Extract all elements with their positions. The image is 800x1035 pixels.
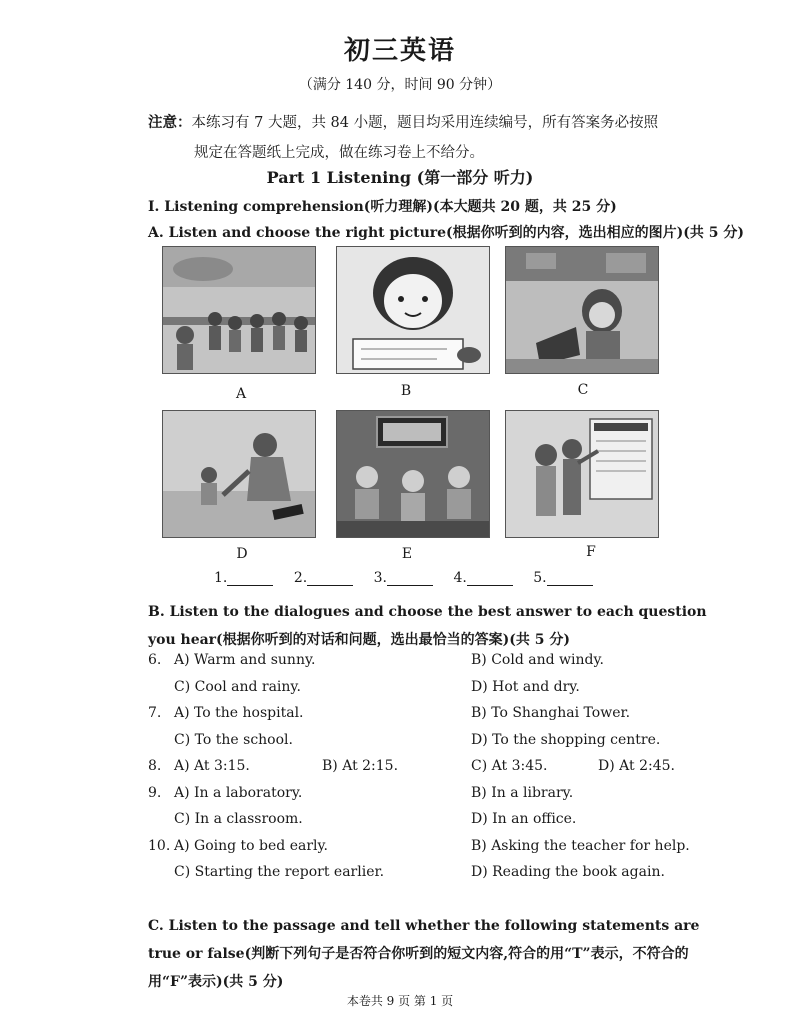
people-watching-screen-picture [336, 410, 490, 538]
question-number: 7. [148, 705, 162, 721]
answer-blanks [214, 570, 609, 586]
people-watching-screen-icon [337, 411, 489, 537]
section-b-title: B. Listen to the dialogues and choose the best answer to each question you hear(根据你听到的对话和问题，选出最恰当的答案)(共 5 分) [148, 604, 707, 648]
page-subtitle: （满分 140 分，时间 90 分钟） [298, 77, 502, 93]
notice-text-2: 规定在答题纸上完成，做在练习卷上不给分。 [194, 145, 484, 161]
option-b: B) Cold and windy. [471, 652, 604, 668]
option-a: A) At 3:15. [174, 758, 250, 774]
picture-label-f: F [586, 544, 596, 560]
notice-block [148, 108, 708, 168]
option-d: D) To the shopping centre. [471, 732, 661, 748]
girl-writing-picture [336, 246, 490, 374]
picture-label-b: B [400, 383, 412, 399]
girl-writing-icon [337, 247, 489, 373]
notice-text-1: 本练习有 7 大题，共 84 小题，题目均采用连续编号，所有答案务必按照 [191, 115, 659, 131]
option-a: A) To the hospital. [174, 705, 304, 721]
answer-blank-3[interactable]: 3. [374, 570, 433, 586]
notice-label: 注意： [148, 114, 192, 131]
option-b: B) Asking the teacher for help. [471, 838, 690, 854]
woman-laptop-icon [506, 247, 658, 373]
group-crowd-picture [162, 246, 316, 374]
option-a: A) Going to bed early. [174, 838, 329, 854]
option-c: C) Cool and rainy. [174, 679, 301, 695]
picture-label-e: E [401, 546, 413, 562]
option-c: C) In a classroom. [174, 811, 303, 827]
option-d: D) Reading the book again. [471, 864, 665, 880]
option-d: D) Hot and dry. [471, 679, 580, 695]
option-d: D) In an office. [471, 811, 577, 827]
option-a: A) Warm and sunny. [174, 652, 316, 668]
page-footer: 本卷共 9 页 第 1 页 [346, 994, 454, 1008]
option-d: D) At 2:45. [598, 758, 675, 774]
option-a: A) In a laboratory. [174, 785, 303, 801]
option-b: B) In a library. [471, 785, 574, 801]
option-c: C) Starting the report earlier. [174, 864, 385, 880]
answer-blank-4[interactable]: 4. [453, 570, 512, 586]
section-c-title: C. Listen to the passage and tell whether the following statements are true or false(判断下列句子是否符合你听到的短文内容,符合的用“T”表示，不符合的用“F”表示)(共 5 分) [148, 918, 700, 990]
question-number: 6. [148, 652, 162, 668]
children-at-board-icon [506, 411, 658, 537]
children-at-board-picture [505, 410, 659, 538]
question-number: 10. [148, 838, 171, 854]
section-a-title: A. Listen and choose the right picture(根据你听到的内容，选出相应的图片)(共 5 分) [148, 225, 745, 241]
option-c: C) To the school. [174, 732, 293, 748]
adult-child-cleaning-icon [163, 411, 315, 537]
option-b: B) To Shanghai Tower. [471, 705, 631, 721]
answer-blank-1[interactable]: 1. [214, 570, 273, 586]
part-title: Part 1 Listening (第一部分 听力) [266, 168, 534, 187]
picture-label-a: A [235, 386, 247, 402]
answer-blank-5[interactable]: 5. [533, 570, 592, 586]
page-title: 初三英语 [343, 36, 456, 66]
answer-blank-2[interactable]: 2. [294, 570, 353, 586]
section-1-title: I. Listening comprehension(听力理解)(本大题共 20 题，共 25 分) [148, 199, 617, 215]
picture-label-d: D [236, 546, 248, 562]
question-number: 8. [148, 758, 162, 774]
option-b: B) At 2:15. [322, 758, 399, 774]
picture-label-c: C [577, 382, 589, 398]
option-c: C) At 3:45. [471, 758, 548, 774]
question-number: 9. [148, 785, 162, 801]
group-crowd-icon [163, 247, 315, 373]
woman-laptop-picture [505, 246, 659, 374]
adult-child-cleaning-picture [162, 410, 316, 538]
